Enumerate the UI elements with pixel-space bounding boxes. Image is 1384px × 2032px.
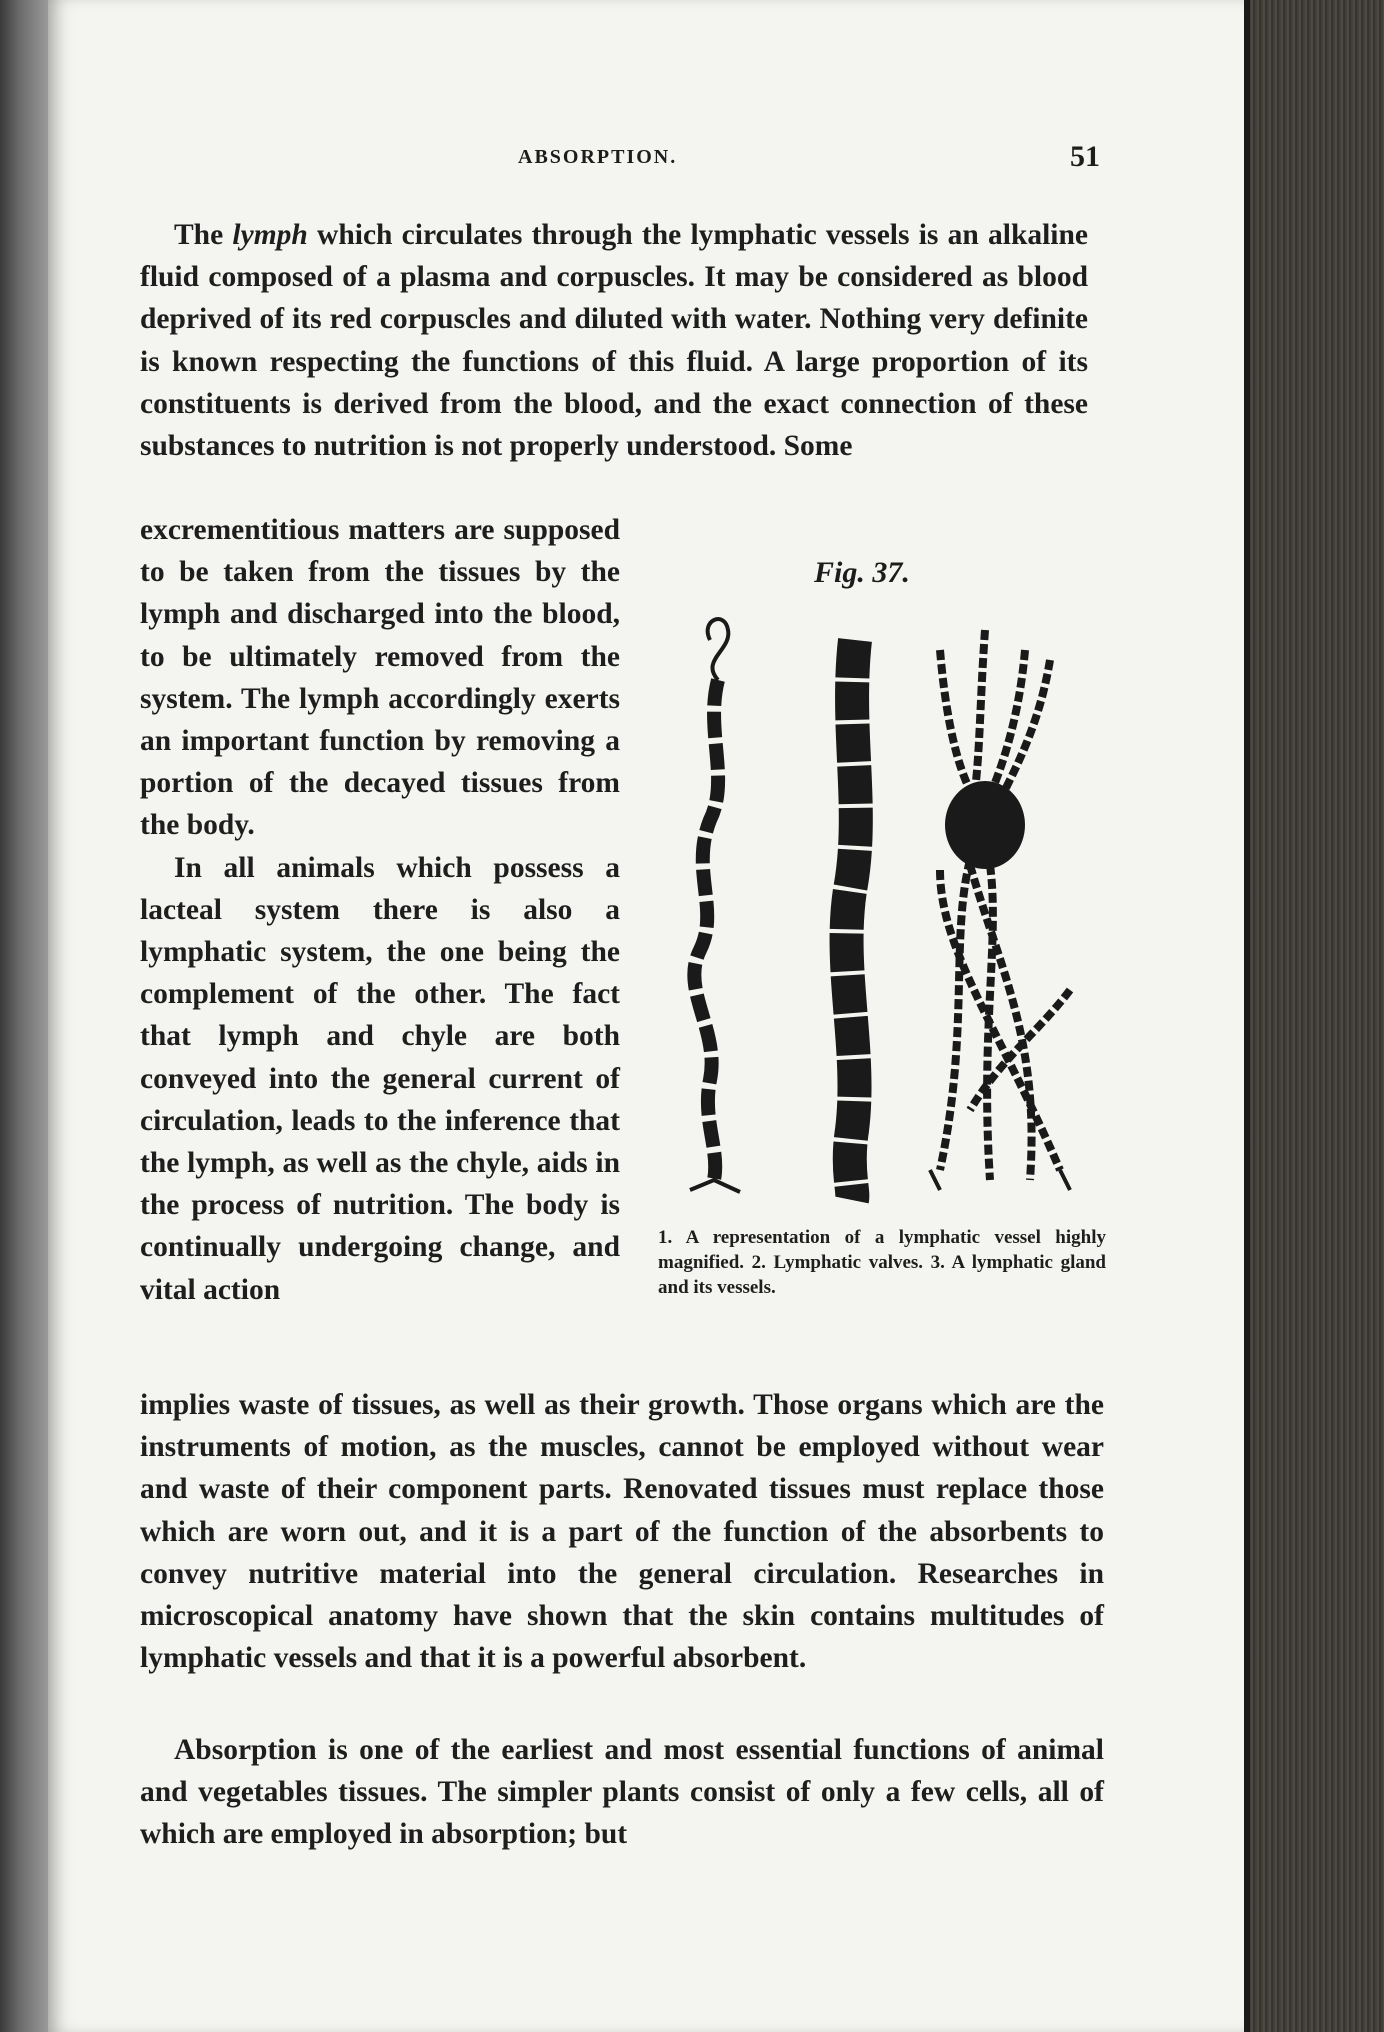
paragraph-column-text — [140, 509, 620, 1311]
figure-37 — [640, 540, 1110, 1360]
page-number: 51 — [1070, 140, 1100, 173]
paragraph-absorption-earliest — [140, 1729, 1104, 1856]
paragraph-text: implies waste of tissues, as well as their growth. Those organs which are the instruments of motion, as the muscles, cannot be employed without wear and waste of their component parts. Renovated tissues must replace those which are worn out, and it is a part of the function of the absorbents to convey nutritive material into the general circulation. Researches in microscopical anatomy have shown that the skin contains multitudes of lymphatic vessels and that it is a powerful absorbent. — [140, 1389, 1104, 1675]
running-head: ABSORPTION. — [518, 146, 678, 168]
lymphatic-vessel-drawing — [690, 619, 740, 1192]
figure-caption: 1. A representation of a lymphatic vessel highly magnified. 2. Lymphatic valves. 3. A lymphatic gland and its vessels. — [658, 1227, 1106, 1298]
lymphatic-gland-drawing — [930, 630, 1070, 1190]
lymphatic-vessels-illustration — [640, 610, 1110, 1210]
paragraph-text: The — [174, 219, 233, 251]
emphasis-lymph: lymph — [232, 219, 308, 251]
lymphatic-valves-drawing — [847, 640, 856, 1200]
scan-left-margin — [0, 0, 48, 2032]
figure-label: Fig. 37. — [814, 556, 910, 589]
paragraph-text: which circulates through the lymphatic vessels is an alkaline fluid composed of a plasma and corpuscles. It may be considered as blood deprived of its red corpuscles and diluted with water. Nothing very definite is known respecting the functions of this fluid. A large proportion of its constituents is derived from the blood, and the exact connection of these substances to nutrition is not properly understood. Some — [140, 219, 1088, 463]
paragraph-lymph-intro — [140, 214, 1088, 467]
paragraph-lacteal-system: In all animals which possess a lacteal system there is also a lymphatic system, the one being the complement of the other. The fact that lymph and chyle are both conveyed into the general current of circulation, leads to the inference that the lymph, as well as the chyle, aids in the process of nutrition. The body is continually undergoing change, and vital action — [140, 851, 620, 1306]
paragraph-excrementitious: excrementitious matters are supposed to be taken from the tissues by the lymph and discharged into the blood, to be ultimately removed from the system. The lymph accordingly exerts an important function by removing a portion of the decayed tissues from the body. — [140, 514, 620, 842]
paragraph-text: Absorption is one of the earliest and most essential functions of animal and vegetables tissues. The simpler plants consist of only a few cells, all of which are employed in absorption; but — [140, 1734, 1104, 1851]
book-page-edges — [1244, 0, 1384, 2032]
paragraph-waste-of-tissues — [140, 1384, 1104, 1679]
page-header — [140, 140, 1100, 186]
